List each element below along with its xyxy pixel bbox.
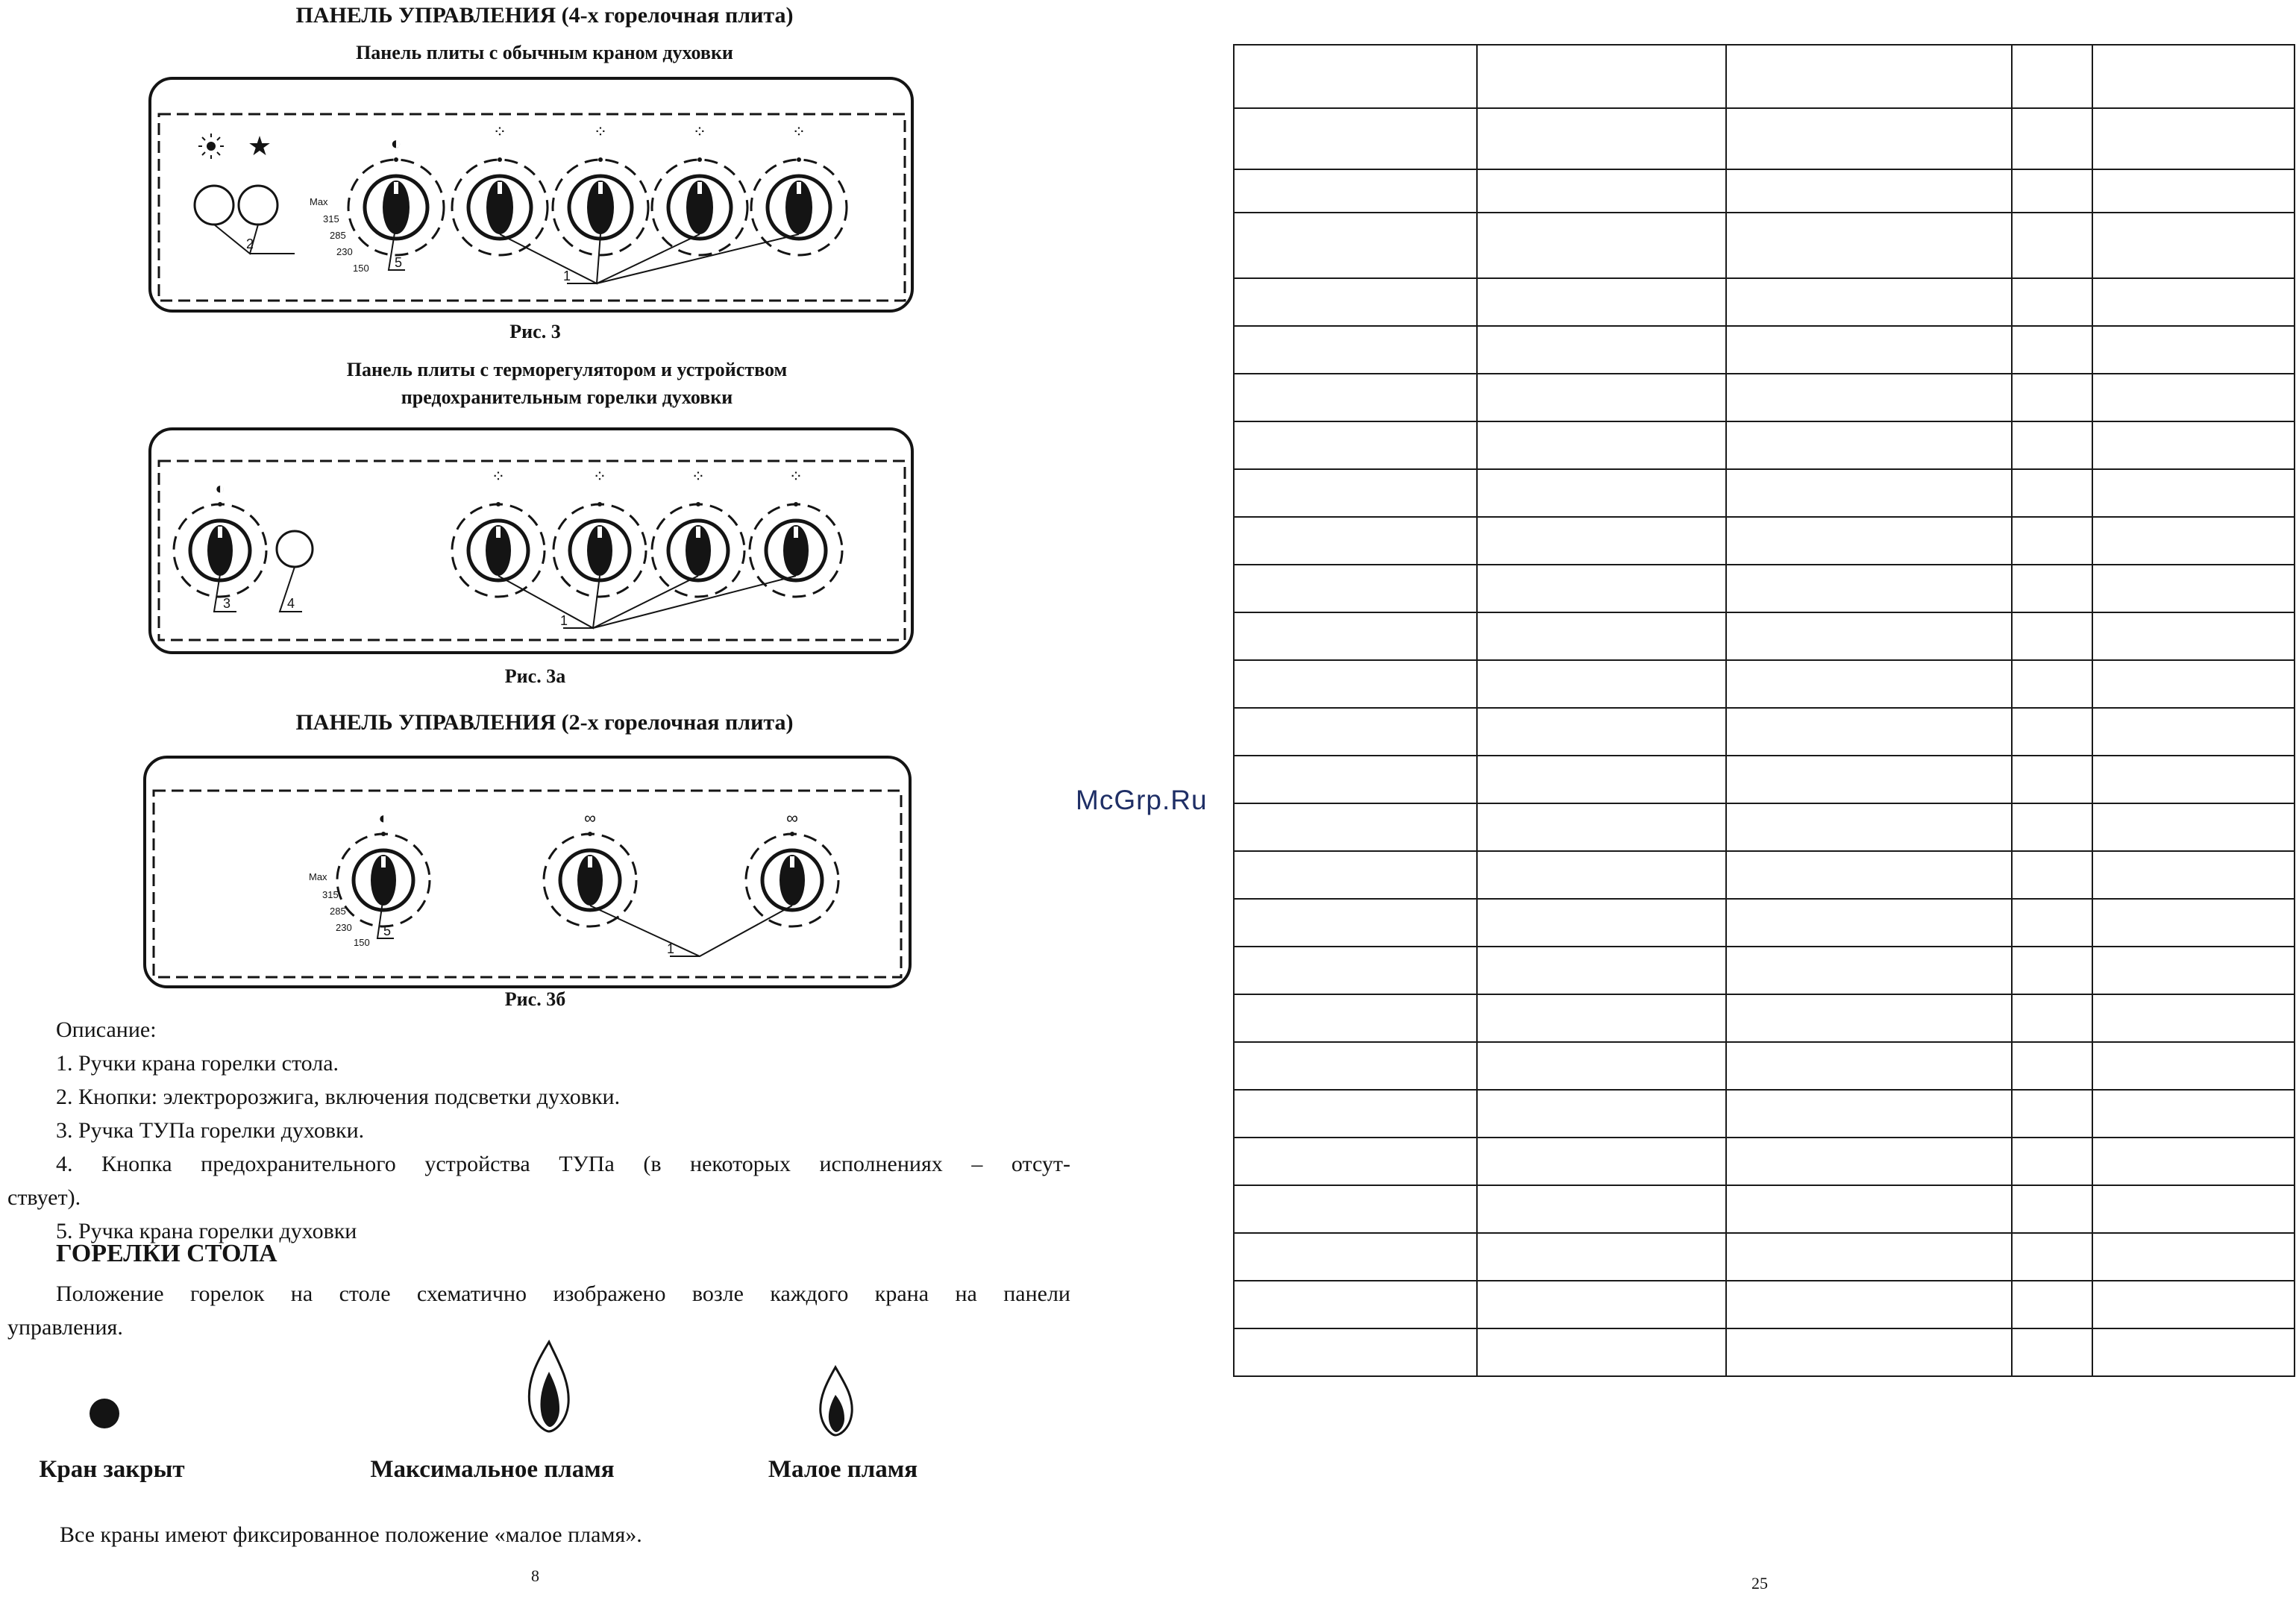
fig3-oven-light-icon xyxy=(198,134,224,159)
table-cell xyxy=(1234,994,1477,1042)
table-cell xyxy=(1234,756,1477,803)
description-item-4-line2: ствует). xyxy=(7,1185,81,1210)
table-row xyxy=(1234,565,2295,612)
table-cell xyxy=(1234,213,1477,278)
fig3-burner-knob-3 xyxy=(652,122,747,255)
fig3b-scale-max: Max xyxy=(309,871,327,882)
description-item-1: 1. Ручки крана горелки стола. xyxy=(56,1051,339,1076)
fig3b-burner-knob-2 xyxy=(746,809,838,926)
fig3a-burner-knob-4 xyxy=(750,467,842,597)
table-cell xyxy=(1726,851,2012,899)
table-cell xyxy=(1726,947,2012,994)
table-cell xyxy=(2092,469,2295,517)
fig3a-burner-knob-1 xyxy=(452,467,545,597)
table-row xyxy=(1234,469,2295,517)
table-cell xyxy=(1726,421,2012,469)
table-cell xyxy=(1234,947,1477,994)
table-cell xyxy=(1726,1042,2012,1090)
table-cell xyxy=(2092,108,2295,169)
table-cell xyxy=(1477,899,1726,947)
table-cell xyxy=(1477,1185,1726,1233)
table-cell xyxy=(1477,469,1726,517)
table-cell xyxy=(2092,1233,2295,1281)
table-cell xyxy=(2092,1090,2295,1138)
table-row xyxy=(1234,803,2295,851)
table-row xyxy=(1234,1233,2295,1281)
table-cell xyxy=(2092,708,2295,756)
svg-text:∞: ∞ xyxy=(786,809,798,827)
table-cell xyxy=(2012,708,2092,756)
fig3a-burner-knobs xyxy=(452,467,842,597)
empty-grid-table xyxy=(1233,44,2295,1377)
fig3-scale-150: 150 xyxy=(353,263,369,274)
table-cell xyxy=(2012,612,2092,660)
fig3b-callout-1: 1 xyxy=(667,941,675,956)
table-cell xyxy=(2092,213,2295,278)
table-cell xyxy=(1726,213,2012,278)
table-cell xyxy=(2012,374,2092,421)
fig3b-control-panel xyxy=(140,753,916,992)
fig3-scale-max: Max xyxy=(310,196,328,207)
table-cell xyxy=(2092,1185,2295,1233)
table-cell xyxy=(1477,1042,1726,1090)
table-cell xyxy=(1477,756,1726,803)
table-cell xyxy=(2012,1138,2092,1185)
table-cell xyxy=(1234,1185,1477,1233)
table-cell xyxy=(1234,517,1477,565)
table-cell xyxy=(1234,169,1477,213)
table-cell xyxy=(2012,899,2092,947)
description-item-2: 2. Кнопки: электророзжига, включения подсветки духовки. xyxy=(56,1085,621,1109)
table-cell xyxy=(1477,108,1726,169)
table-row xyxy=(1234,899,2295,947)
table-cell xyxy=(2012,469,2092,517)
table-cell xyxy=(1726,1328,2012,1376)
fig3b-callout-5: 5 xyxy=(383,923,392,938)
table-cell xyxy=(2092,169,2295,213)
watermark-text: McGrp.Ru xyxy=(1076,785,1208,815)
table-row xyxy=(1234,994,2295,1042)
table-cell xyxy=(2012,1281,2092,1328)
table-cell xyxy=(1234,421,1477,469)
table-cell xyxy=(2012,1233,2092,1281)
table-cell xyxy=(1726,899,2012,947)
table-cell xyxy=(1234,278,1477,326)
table-cell xyxy=(2012,851,2092,899)
table-cell xyxy=(2092,374,2295,421)
table-cell xyxy=(2092,660,2295,708)
table-cell xyxy=(2092,899,2295,947)
fig3a-caption: Рис. 3а xyxy=(504,665,566,687)
table-cell xyxy=(2012,1185,2092,1233)
fig3-burner-knobs xyxy=(452,122,847,255)
table-cell xyxy=(2012,1042,2092,1090)
fig3-heading: Панель плиты с обычным краном духовки xyxy=(356,42,733,63)
table-cell xyxy=(1477,803,1726,851)
max-flame-icon xyxy=(522,1339,574,1436)
table-cell xyxy=(1726,469,2012,517)
table-cell xyxy=(2092,803,2295,851)
closed-valve-icon xyxy=(86,1395,123,1432)
table-cell xyxy=(1477,851,1726,899)
table-cell xyxy=(2012,278,2092,326)
table-cell xyxy=(2012,1328,2092,1376)
table-cell xyxy=(1726,994,2012,1042)
description-item-4-line1: 4. Кнопка предохранительного устройства ТУПа (в некоторых исполнениях – отсут- xyxy=(56,1152,1070,1176)
table-cell xyxy=(1234,708,1477,756)
table-cell xyxy=(2012,803,2092,851)
fig3b-caption: Рис. 3б xyxy=(504,988,566,1010)
burners-text-line2: управления. xyxy=(7,1315,123,1340)
closed-valve-label: Кран закрыт xyxy=(39,1456,185,1483)
fig3a-callout-1: 1 xyxy=(560,613,568,628)
svg-text:⁘: ⁘ xyxy=(491,467,506,486)
table-cell xyxy=(1477,1233,1726,1281)
table-cell xyxy=(2092,1281,2295,1328)
table-cell xyxy=(1234,1138,1477,1185)
final-note: Все краны имеют фиксированное положение «малое пламя». xyxy=(60,1522,642,1547)
table-row xyxy=(1234,517,2295,565)
svg-text:◐: ◐ xyxy=(215,479,225,498)
fig3b-scale-315: 315 xyxy=(322,889,339,900)
table-cell xyxy=(2012,169,2092,213)
table-cell xyxy=(2012,517,2092,565)
svg-text:⁘: ⁘ xyxy=(692,122,707,141)
table-cell xyxy=(1726,756,2012,803)
table-cell xyxy=(1726,612,2012,660)
table-row xyxy=(1234,169,2295,213)
fig3b-scale-285: 285 xyxy=(330,906,346,917)
table-row xyxy=(1234,374,2295,421)
table-cell xyxy=(1726,45,2012,108)
grid-table-body xyxy=(1234,45,2295,1376)
burners-heading: ГОРЕЛКИ СТОЛА xyxy=(56,1240,277,1267)
table-row xyxy=(1234,756,2295,803)
table-cell xyxy=(2092,278,2295,326)
table-cell xyxy=(1477,1328,1726,1376)
table-cell xyxy=(1477,1138,1726,1185)
description-heading: Описание: xyxy=(56,1017,157,1042)
page-number-right: 25 xyxy=(1751,1574,1768,1593)
left-page xyxy=(0,0,1089,1597)
table-cell xyxy=(1234,1042,1477,1090)
table-cell xyxy=(1234,1233,1477,1281)
svg-text:◐: ◐ xyxy=(378,809,389,827)
table-cell xyxy=(2012,108,2092,169)
table-cell xyxy=(1477,421,1726,469)
table-cell xyxy=(1234,803,1477,851)
fig3-caption: Рис. 3 xyxy=(509,321,561,342)
table-cell xyxy=(2012,1090,2092,1138)
table-cell xyxy=(2012,565,2092,612)
svg-text:⁘: ⁘ xyxy=(593,122,608,141)
svg-text:⁘: ⁘ xyxy=(592,467,607,486)
table-cell xyxy=(1477,1090,1726,1138)
table-cell xyxy=(1234,565,1477,612)
fig3a-callout-3: 3 xyxy=(223,596,231,611)
fig3a-heading-line1: Панель плиты с термoрегулятором и устройством xyxy=(346,359,788,380)
table-cell xyxy=(1477,1281,1726,1328)
table-cell xyxy=(2092,565,2295,612)
table-cell xyxy=(1234,660,1477,708)
table-cell xyxy=(1477,213,1726,278)
table-cell xyxy=(1726,660,2012,708)
fig3a-burner-knob-3 xyxy=(652,467,744,597)
fig3a-control-panel xyxy=(145,425,918,660)
table-cell xyxy=(1477,45,1726,108)
table-cell xyxy=(1726,803,2012,851)
table-row xyxy=(1234,1281,2295,1328)
table-cell xyxy=(2092,45,2295,108)
table-cell xyxy=(1726,1185,2012,1233)
table-cell xyxy=(2012,213,2092,278)
table-cell xyxy=(1234,108,1477,169)
table-row xyxy=(1234,421,2295,469)
fig3b-scale-150: 150 xyxy=(354,937,370,948)
table-row xyxy=(1234,1328,2295,1376)
table-cell xyxy=(1477,947,1726,994)
table-cell xyxy=(1234,1328,1477,1376)
table-cell xyxy=(2012,947,2092,994)
table-cell xyxy=(2012,756,2092,803)
section-title-2burner: ПАНЕЛЬ УПРАВЛЕНИЯ (2-х горелочная плита) xyxy=(295,710,794,735)
table-cell xyxy=(1726,1090,2012,1138)
table-cell xyxy=(1726,278,2012,326)
fig3-burner-knob-1 xyxy=(452,122,548,255)
table-row xyxy=(1234,708,2295,756)
table-row xyxy=(1234,1138,2295,1185)
fig3a-safety-button xyxy=(277,531,313,567)
table-cell xyxy=(1477,660,1726,708)
table-cell xyxy=(1726,1233,2012,1281)
table-cell xyxy=(1726,565,2012,612)
small-flame-icon xyxy=(813,1365,858,1438)
table-cell xyxy=(1234,469,1477,517)
table-row xyxy=(1234,851,2295,899)
table-cell xyxy=(2092,1328,2295,1376)
fig3-burner-knob-4 xyxy=(751,122,847,255)
table-cell xyxy=(1726,1281,2012,1328)
table-cell xyxy=(2092,1042,2295,1090)
fig3b-oven-knob xyxy=(337,809,430,926)
right-page xyxy=(1089,0,2296,1597)
table-cell xyxy=(2092,851,2295,899)
burners-text-line1: Положение горелок на столе схематично изображено возле каждого крана на панели xyxy=(56,1281,1070,1306)
table-row xyxy=(1234,108,2295,169)
max-flame-label: Максимальное пламя xyxy=(370,1456,615,1483)
fig3b-scale-230: 230 xyxy=(336,922,352,933)
svg-text:◐: ◐ xyxy=(390,134,402,154)
table-cell xyxy=(2092,994,2295,1042)
section-title-4burner: ПАНЕЛЬ УПРАВЛЕНИЯ (4-х горелочная плита) xyxy=(295,3,794,28)
fig3-scale-315: 315 xyxy=(323,213,339,225)
table-cell xyxy=(1234,45,1477,108)
table-cell xyxy=(2012,326,2092,374)
svg-text:⁘: ⁘ xyxy=(691,467,706,486)
table-cell xyxy=(1477,565,1726,612)
table-row xyxy=(1234,213,2295,278)
small-flame-label: Малое пламя xyxy=(768,1456,918,1483)
fig3-callout-1: 1 xyxy=(563,269,571,283)
description-item-3: 3. Ручка ТУПа горелки духовки. xyxy=(56,1118,365,1143)
table-cell xyxy=(1477,374,1726,421)
table-cell xyxy=(2012,421,2092,469)
table-cell xyxy=(1726,517,2012,565)
fig3-scale-285: 285 xyxy=(330,230,346,241)
table-cell xyxy=(2092,1138,2295,1185)
table-cell xyxy=(1477,612,1726,660)
fig3-callout-5: 5 xyxy=(395,255,403,270)
fig3b-burner-knob-1 xyxy=(544,809,636,926)
table-row xyxy=(1234,660,2295,708)
table-cell xyxy=(1477,708,1726,756)
table-cell xyxy=(1477,278,1726,326)
table-cell xyxy=(1726,708,2012,756)
table-cell xyxy=(1234,612,1477,660)
svg-text:∞: ∞ xyxy=(584,809,596,827)
table-cell xyxy=(2012,994,2092,1042)
page-number-left: 8 xyxy=(531,1566,539,1585)
table-cell xyxy=(2092,612,2295,660)
table-cell xyxy=(1234,1090,1477,1138)
fig3-control-panel xyxy=(145,75,918,317)
table-cell xyxy=(2092,326,2295,374)
table-cell xyxy=(1726,374,2012,421)
table-row xyxy=(1234,278,2295,326)
table-cell xyxy=(1726,326,2012,374)
svg-text:⁘: ⁘ xyxy=(791,122,806,141)
table-cell xyxy=(1726,108,2012,169)
table-cell xyxy=(2012,660,2092,708)
table-row xyxy=(1234,947,2295,994)
table-cell xyxy=(1234,1281,1477,1328)
table-cell xyxy=(2092,517,2295,565)
description-item-5: 5. Ручка крана горелки духовки xyxy=(56,1219,357,1243)
table-cell xyxy=(2092,421,2295,469)
table-cell xyxy=(2092,947,2295,994)
table-cell xyxy=(1477,169,1726,213)
table-cell xyxy=(1477,326,1726,374)
table-cell xyxy=(1234,326,1477,374)
table-row xyxy=(1234,326,2295,374)
table-row xyxy=(1234,45,2295,108)
table-cell xyxy=(1726,169,2012,213)
table-row xyxy=(1234,612,2295,660)
fig3a-heading-line2: предохранительным горелки духовки xyxy=(401,386,733,408)
table-cell xyxy=(2012,45,2092,108)
table-cell xyxy=(1234,899,1477,947)
table-cell xyxy=(1234,374,1477,421)
fig3-scale-230: 230 xyxy=(336,246,353,257)
fig3a-callout-4: 4 xyxy=(287,596,295,611)
table-row xyxy=(1234,1185,2295,1233)
table-cell xyxy=(2092,756,2295,803)
fig3-button-ignition xyxy=(195,186,233,225)
table-cell xyxy=(1234,851,1477,899)
table-cell xyxy=(1477,517,1726,565)
svg-text:⁘: ⁘ xyxy=(788,467,803,486)
table-cell xyxy=(1726,1138,2012,1185)
table-row xyxy=(1234,1090,2295,1138)
svg-text:⁘: ⁘ xyxy=(492,122,507,141)
fig3-oven-knob xyxy=(348,134,444,255)
table-row xyxy=(1234,1042,2295,1090)
fig3-callout-2: 2 xyxy=(246,236,254,251)
fig3-button-light xyxy=(239,186,277,225)
table-cell xyxy=(1477,994,1726,1042)
fig3-ignition-icon: ★ xyxy=(247,131,272,161)
